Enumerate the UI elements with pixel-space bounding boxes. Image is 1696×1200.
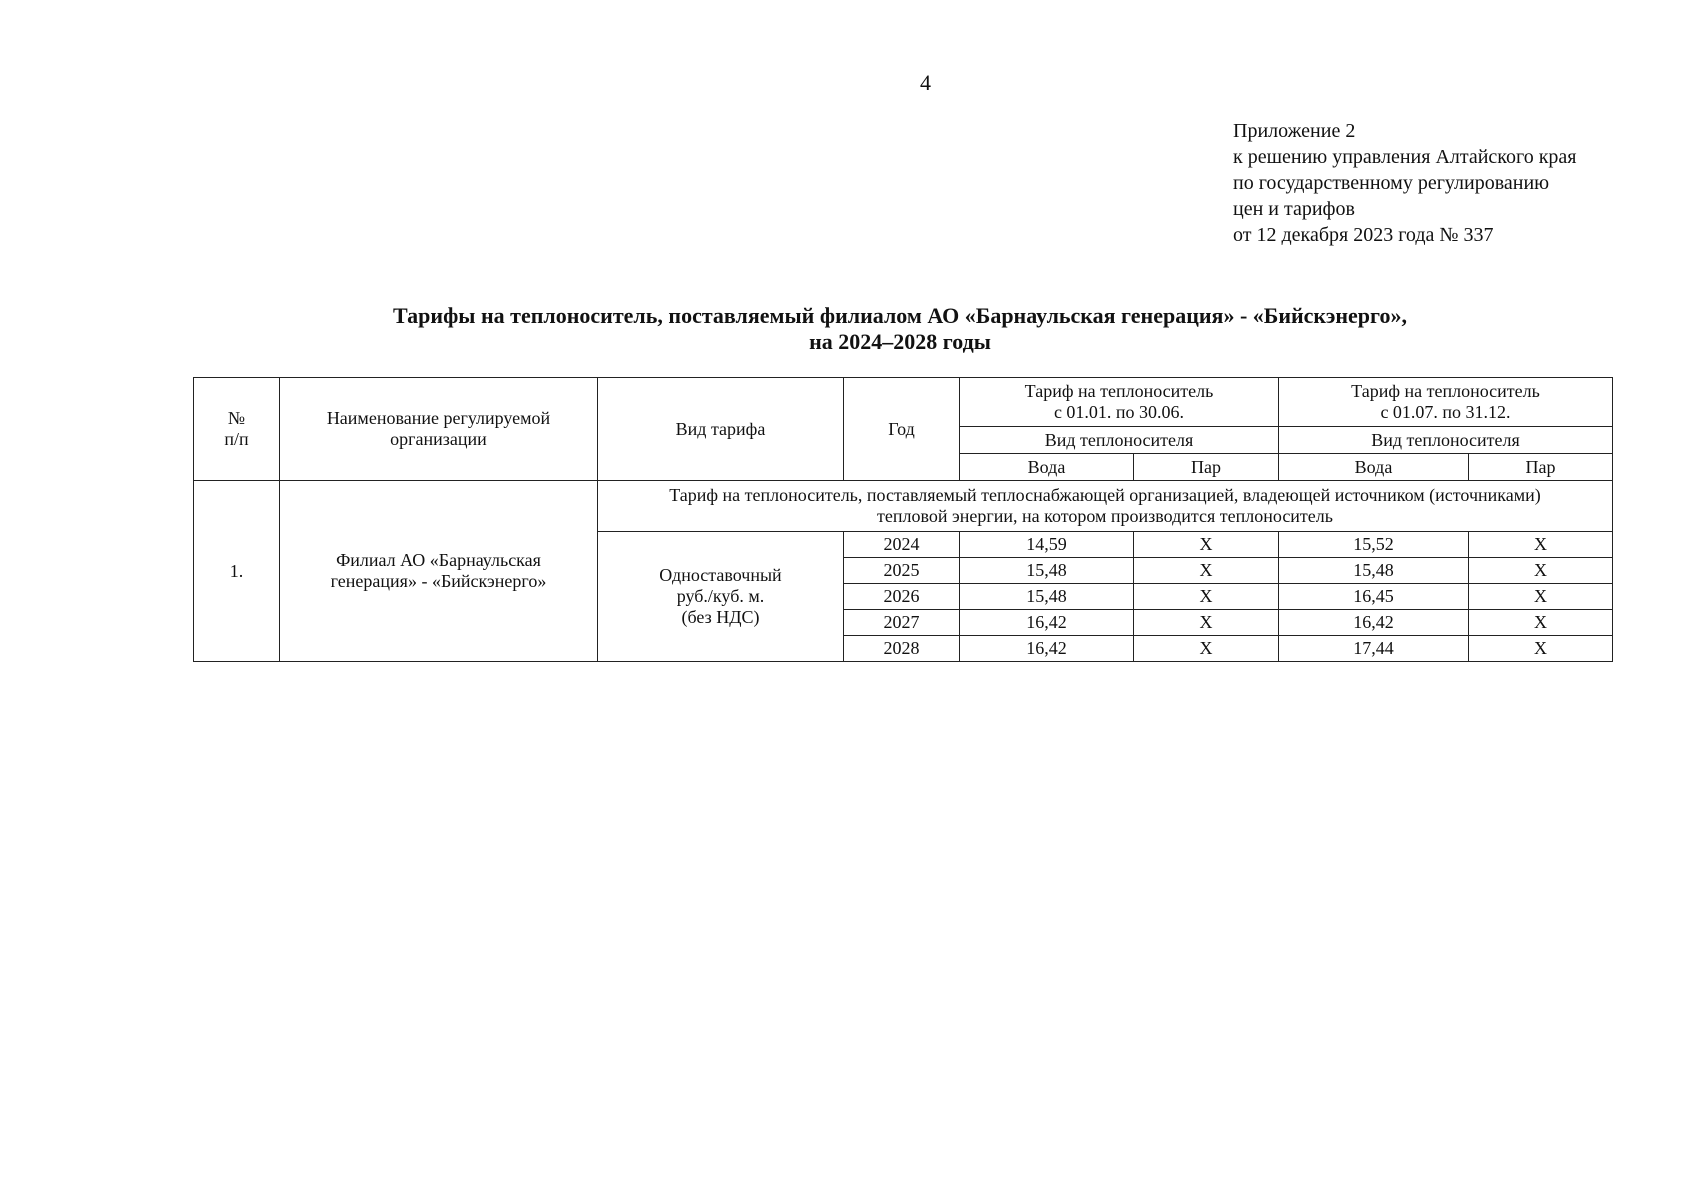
header-period-2-line2: с 01.07. по 31.12. [1380,402,1511,422]
row-tariff-line2: руб./куб. м. [676,586,765,606]
cell-p1-water: 16,42 [960,610,1134,636]
document-title [190,303,1610,355]
header-steam-1: Пар [1134,454,1279,481]
cell-p1-water: 15,48 [960,558,1134,584]
row-tariff-type [598,532,844,662]
header-water-2: Вода [1279,454,1469,481]
header-organization-line2: организации [390,429,487,449]
header-tariff-type: Вид тарифа [598,378,844,481]
cell-p2-steam: X [1469,584,1613,610]
header-period-1-line2: с 01.01. по 30.06. [1053,402,1185,422]
row-tariff-line1: Одноставочный [659,565,782,585]
header-organization-line1: Наименование регулируемой [326,408,551,428]
cell-p2-water: 17,44 [1279,636,1469,662]
cell-year: 2026 [844,584,960,610]
header-period-2-line1: Тариф на теплоноситель [1351,381,1540,401]
cell-p1-water: 14,59 [960,532,1134,558]
cell-year: 2027 [844,610,960,636]
row-organization [280,481,598,662]
appendix-line: по государственному регулированию [1233,172,1550,194]
header-carrier-type-1: Вид теплоносителя [960,427,1279,454]
header-period-2 [1279,378,1613,427]
appendix-line: от 12 декабря 2023 года № 337 [1233,224,1494,246]
cell-year: 2024 [844,532,960,558]
title-line-2: на 2024–2028 годы [809,329,991,354]
header-period-1-line1: Тариф на теплоноситель [1024,381,1214,401]
page-number: 4 [920,70,931,95]
header-number [194,378,280,481]
row-organization-line1: Филиал АО «Барнаульская [336,550,541,570]
cell-p2-steam: X [1469,610,1613,636]
header-period-1 [960,378,1279,427]
cell-p2-water: 16,45 [1279,584,1469,610]
cell-p1-steam: X [1134,610,1279,636]
cell-p2-water: 16,42 [1279,610,1469,636]
appendix-block [1233,118,1577,248]
cell-p1-steam: X [1134,584,1279,610]
row-organization-line2: генерация» - «Бийскэнерго» [330,571,547,591]
cell-year: 2025 [844,558,960,584]
appendix-line: Приложение 2 [1233,120,1356,142]
row-note-line1: Тариф на теплоноситель, поставляемый теплоснабжающей организацией, владеющей источником (источниками) [669,485,1541,505]
cell-p1-water: 16,42 [960,636,1134,662]
tariff-table [193,377,1613,662]
appendix-line: цен и тарифов [1233,198,1355,220]
row-note-line2: тепловой энергии, на котором производится теплоноситель [877,506,1333,526]
header-number-line1: № [227,408,246,428]
appendix-line: к решению управления Алтайского края [1233,146,1577,168]
row-tariff-line3: (без НДС) [681,607,760,627]
row-note [598,481,1613,532]
cell-p1-water: 15,48 [960,584,1134,610]
cell-p2-steam: X [1469,636,1613,662]
cell-p1-steam: X [1134,532,1279,558]
header-carrier-type-2: Вид теплоносителя [1279,427,1613,454]
row-number: 1. [194,481,280,662]
cell-p1-steam: X [1134,636,1279,662]
cell-year: 2028 [844,636,960,662]
cell-p2-steam: X [1469,558,1613,584]
cell-p2-water: 15,52 [1279,532,1469,558]
cell-p1-steam: X [1134,558,1279,584]
header-water-1: Вода [960,454,1134,481]
cell-p2-water: 15,48 [1279,558,1469,584]
header-organization [280,378,598,481]
cell-p2-steam: X [1469,532,1613,558]
header-year: Год [844,378,960,481]
header-steam-2: Пар [1469,454,1613,481]
title-line-1: Тарифы на теплоноситель, поставляемый филиалом АО «Барнаульская генерация» - «Бийскэнерго», [393,303,1407,328]
header-number-line2: п/п [224,429,249,449]
